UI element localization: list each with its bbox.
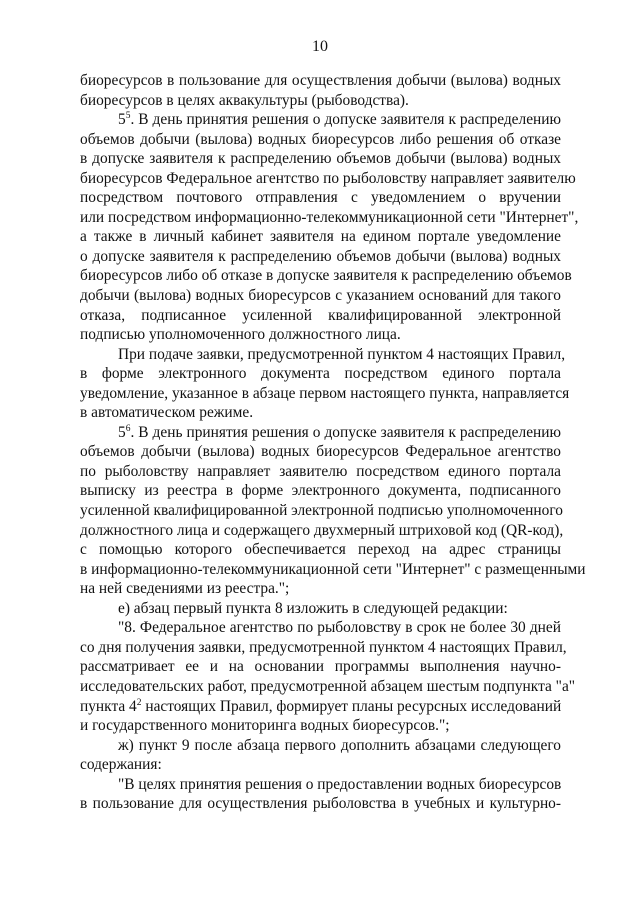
text-line: в форме электронного документа посредством единого портала <box>80 365 561 383</box>
text-line: "В целях принятия решения о предоставлении водных биоресурсов <box>118 775 562 793</box>
text-line: исследовательских работ, предусмотренной абзацем шестым подпункта "а" <box>80 677 576 695</box>
clause-superscript: 6 <box>125 423 131 434</box>
text-line: в допуске заявителя к распределению объемов добычи (вылова) водных <box>80 150 561 168</box>
text-line: е) абзац первый пункта 8 изложить в следующей редакции: <box>118 599 508 617</box>
text-line: выписку из реестра в форме электронного документа, подписанного <box>80 482 561 500</box>
document-body <box>80 71 586 814</box>
text-line: пункта $4^2$ настоящих Правил, формирует планы ресурсных исследований <box>80 697 562 715</box>
text-line: отказа, подписанное усиленной квалифицированной электронной <box>80 306 561 324</box>
paragraph <box>80 618 576 735</box>
text-line: биоресурсов либо об отказе в допуске заявителя к распределению объемов <box>80 267 572 285</box>
text-line: биоресурсов в пользование для осуществления добычи (вылова) водных <box>80 72 561 89</box>
text-line: а также в личный кабинет заявителя на едином портале уведомление <box>80 228 561 246</box>
text-line: "8. Федеральное агентство по рыболовству в срок не более 30 дней <box>118 619 561 637</box>
paragraph <box>80 345 570 423</box>
text-line: с помощью которого обеспечивается переход на адрес страницы <box>80 541 561 559</box>
text-line: содержания: <box>80 756 162 774</box>
text-line: рассматривает ее и на основании программы выполнения научно- <box>80 658 561 676</box>
text-line: в информационно-телекоммуникационной сети "Интернет" с размещенными <box>80 560 586 578</box>
text-line: по рыболовству направляет заявителю посредством единого портала <box>80 462 561 480</box>
text-line: или посредством информационно-телекоммуникационной сети "Интернет", <box>80 208 579 226</box>
text-line: биоресурсов Федеральное агентство по рыболовству направляет заявителю <box>80 169 576 187</box>
text-line: $5^5$. В день принятия решения о допуске заявителя к распределению <box>118 111 561 129</box>
text-line: о допуске заявителя к распределению объемов добычи (вылова) водных <box>80 247 561 265</box>
paragraph <box>80 423 586 599</box>
clause-superscript: 5 <box>125 111 131 122</box>
text-line: должностного лица и содержащего двухмерный штриховой код (QR-код), <box>80 521 564 539</box>
page-number: 10 <box>312 38 328 55</box>
paragraph <box>80 775 561 814</box>
text-line: посредством почтового отправления с уведомлением о вручении <box>80 189 561 207</box>
text-line: биоресурсов в целях аквакультуры (рыбоводства). <box>80 91 409 109</box>
text-line: на ней сведениями из реестра."; <box>80 580 290 598</box>
text-line: в автоматическом режиме. <box>80 404 254 422</box>
text-line: При подаче заявки, предусмотренной пунктом 4 настоящих Правил, <box>118 345 566 363</box>
paragraph <box>80 71 561 110</box>
text-line: со дня получения заявки, предусмотренной пунктом 4 настоящих Правил, <box>80 638 567 656</box>
text-line: ж) пункт 9 после абзаца первого дополнить абзацами следующего <box>118 736 561 754</box>
text-line: уведомление, указанное в абзаце первом настоящего пункта, направляется <box>80 384 570 402</box>
text-line: усиленной квалифицированной электронной подписью уполномоченного <box>80 502 563 520</box>
text-line: $5^6$. В день принятия решения о допуске заявителя к распределению <box>118 423 561 441</box>
paragraph <box>80 736 561 775</box>
text-line: и государственного мониторинга водных биоресурсов."; <box>80 717 450 735</box>
text-line: в пользование для осуществления рыболовства в учебных и культурно- <box>80 795 561 813</box>
text-line: подписью уполномоченного должностного лица. <box>80 326 401 344</box>
clause-superscript: 2 <box>136 697 142 708</box>
text-line: объемов добычи (вылова) водных биоресурсов Федеральное агентство <box>80 443 561 461</box>
paragraph <box>80 110 579 345</box>
paragraph <box>80 599 561 619</box>
text-line: объемов добычи (вылова) водных биоресурсов либо решения об отказе <box>80 130 561 148</box>
text-line: добычи (вылова) водных биоресурсов с указанием оснований для такого <box>80 287 561 305</box>
